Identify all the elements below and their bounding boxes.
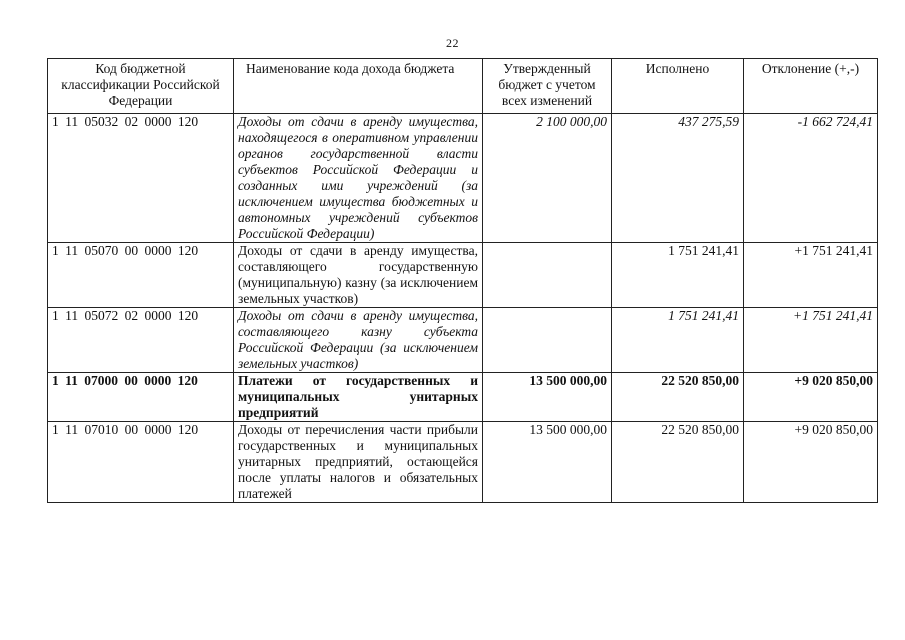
table-row [48, 243, 878, 308]
row-name: Доходы от сдачи в аренду имущества, составляющего государственную (муниципальную) казну (за исключением земельных участков) [234, 243, 483, 308]
row-deviation: +9 020 850,00 [744, 422, 878, 503]
row-approved [483, 243, 612, 308]
table-row [48, 308, 878, 373]
row-code: 1 11 05032 02 0000 120 [48, 114, 234, 243]
row-approved: 2 100 000,00 [483, 114, 612, 243]
header-code: Код бюджетной классификации Российской Федерации [48, 59, 234, 114]
row-deviation: +1 751 241,41 [744, 243, 878, 308]
header-executed: Исполнено [612, 59, 744, 114]
row-name: Платежи от государственных и муниципальных унитарных предприятий [234, 373, 483, 422]
header-deviation: Отклонение (+,-) [744, 59, 878, 114]
row-executed: 22 520 850,00 [612, 422, 744, 503]
row-deviation: +1 751 241,41 [744, 308, 878, 373]
header-name: Наименование кода дохода бюджета [234, 59, 483, 114]
row-name: Доходы от перечисления части прибыли государственных и муниципальных унитарных предприятий, остающейся после уплаты налогов и обязательных платежей [234, 422, 483, 503]
row-code: 1 11 07000 00 0000 120 [48, 373, 234, 422]
table-row [48, 114, 878, 243]
budget-income-table [47, 58, 878, 503]
table-header-row [48, 59, 878, 114]
table-row [48, 422, 878, 503]
row-executed: 437 275,59 [612, 114, 744, 243]
row-executed: 22 520 850,00 [612, 373, 744, 422]
header-approved: Утвержденный бюджет с учетом всех изменений [483, 59, 612, 114]
row-approved: 13 500 000,00 [483, 422, 612, 503]
row-executed: 1 751 241,41 [612, 308, 744, 373]
row-name: Доходы от сдачи в аренду имущества, находящегося в оперативном управлении органов государственной власти субъектов Российской Федерации и созданных ими учреждений (за исключением имущества бюджетных и автономных учреждений субъектов Российской Федерации) [234, 114, 483, 243]
row-executed: 1 751 241,41 [612, 243, 744, 308]
table-row [48, 373, 878, 422]
row-approved [483, 308, 612, 373]
row-deviation: +9 020 850,00 [744, 373, 878, 422]
row-code: 1 11 05072 02 0000 120 [48, 308, 234, 373]
row-name: Доходы от сдачи в аренду имущества, составляющего казну субъекта Российской Федерации (за исключением земельных участков) [234, 308, 483, 373]
row-deviation: -1 662 724,41 [744, 114, 878, 243]
row-approved: 13 500 000,00 [483, 373, 612, 422]
row-code: 1 11 05070 00 0000 120 [48, 243, 234, 308]
row-code: 1 11 07010 00 0000 120 [48, 422, 234, 503]
page-number: 22 [446, 36, 459, 50]
